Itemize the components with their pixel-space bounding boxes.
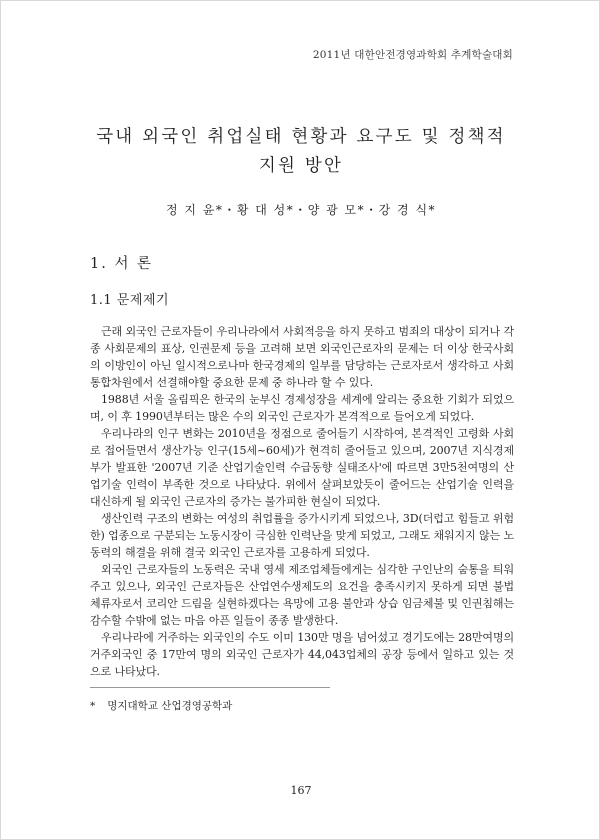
title-line: 국내 외국인 취업실태 현황과 요구도 및 정책적 (96, 127, 506, 147)
footnote-divider (90, 687, 330, 688)
page-number: 167 (290, 784, 312, 797)
body-paragraph: 우리나라에 거주하는 외국인의 수도 이미 130만 명을 넘어섰고 경기도에는 28만여명의 거주외국인 중 17만여 명의 외국인 근로자가 44,043업체의 공장 등에서 일하고 있는 것으로 나타났다. (90, 631, 514, 678)
footnote-marker: * (90, 700, 96, 712)
running-header: 2011년 대한안전경영과학회 추계학술대회 (312, 49, 513, 61)
body-paragraph: 생산인력 구조의 변화는 여성의 취업률을 증가시키게 되었으나, 3D(더럽고 힘들고 위험한) 업종으로 구분되는 노동시장이 극심한 인력난을 맞게 되었고, 그래도 채워지지 않는 노동력의 해결을 위해 결국 외국인 근로자를 고용하게 되었다. (90, 512, 514, 559)
body-paragraph: 외국인 근로자들의 노동력은 국내 영세 제조업체들에게는 심각한 구인난의 숨통을 틔워주고 있으나, 외국인 근로자들은 산업연수생제도의 요건을 충족시키지 못하게 되면 불법 체류자로서 코리안 드림을 실현하겠다는 욕망에 고용 불안과 상습 임금체불 및 인권침해는 감수할 수밖에 없는 마음 아픈 일들이 종종 발생한다. (90, 563, 514, 627)
body-paragraph: 우리나라의 인구 변화는 2010년을 정점으로 줄어들기 시작하여, 본격적인 고령화 사회로 접어들면서 생산가능 인구(15세~60세)가 현격히 줄어들고 있으며, 2007년 지식경제부가 발표한 '2007년 기준 산업기술인력 수급동향 실태조사'에 따르면 3만5천여명의 산업기술 인력이 부족한 것으로 나타났다. 위에서 살펴보았듯이 줄어드는 산업기술 인력을 대신하게 될 외국인 근로자의 증가는 불가피한 현실이 되었다. (90, 427, 514, 508)
body-paragraph: 1988년 서울 올림픽은 한국의 눈부신 경제성장을 세계에 알리는 중요한 기회가 되었으며, 이 후 1990년부터는 많은 수의 외국인 근로자가 본격적으로 들어오게 되었다. (90, 393, 514, 423)
footnote-text: 명지대학교 산업경영공학과 (107, 700, 233, 712)
paper-title (1, 123, 600, 181)
author-list: 정 지 윤*・황 대 성*・양 광 모*・강 경 식* (165, 203, 437, 217)
subsection-heading: 1.1 문제제기 (90, 293, 170, 308)
title-line: 지원 방안 (258, 156, 344, 176)
body-text (90, 323, 514, 680)
section-heading: 1. 서 론 (90, 256, 154, 272)
body-paragraph: 근래 외국인 근로자들이 우리나라에서 사회적응을 하지 못하고 범죄의 대상이 되거나 각종 사회문제의 표상, 인권문제 등을 고려해 보면 외국인근로자의 문제는 더 이상 한국사회의 이방인이 아닌 일시적으로나마 한국경제의 일부를 담당하는 근로자로서 생각하고 사회통합차원에서 선결해야할 중요한 문제 중 하나라 할 수 있다. (90, 325, 514, 389)
footnote (90, 698, 232, 713)
